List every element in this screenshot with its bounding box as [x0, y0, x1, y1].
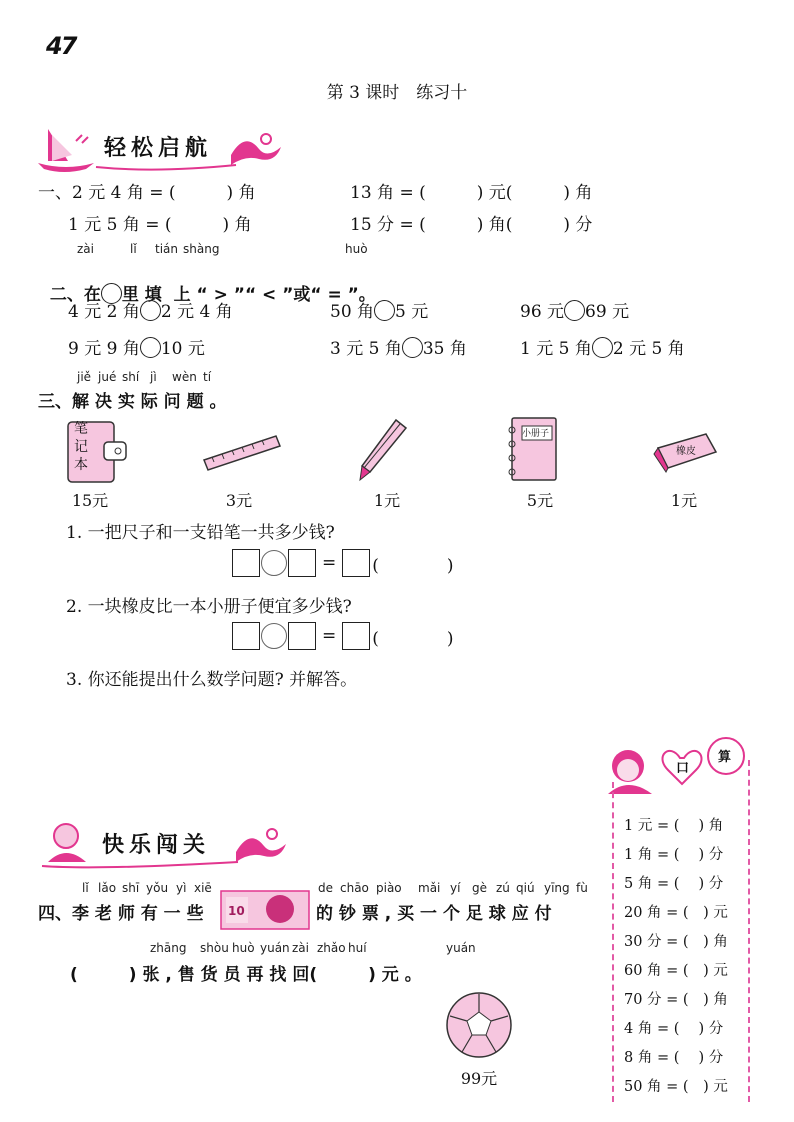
pinyin: zài — [292, 941, 309, 955]
pinyin: tián — [155, 242, 178, 256]
compare-item: 9 元 9 角 10 元 — [68, 339, 205, 359]
soccer-ball-icon — [444, 990, 514, 1060]
compare-item: 1 元 5 角 2 元 5 角 — [520, 339, 685, 359]
pinyin: shòu — [200, 941, 229, 955]
compare-item: 96 元 69 元 — [520, 302, 630, 322]
operator-circle[interactable] — [261, 623, 287, 649]
pinyin: zhāng — [150, 941, 187, 955]
s2-title-tail: 里 填 上 “ > ”“ < ”或“ = ”。 — [121, 285, 376, 305]
mental-math-item: 70 分 = ( ) 角 — [624, 992, 728, 1008]
compare-circle[interactable] — [564, 300, 585, 321]
pinyin: xiē — [194, 881, 212, 895]
bill-value: 10 — [228, 904, 245, 918]
mental-math-item: 20 角 = ( ) 元 — [624, 905, 728, 921]
s4-line2: ( ) 张 , 售 货 员 再 找 回( ) 元 。 — [70, 965, 422, 985]
price-notebook: 15元 — [71, 491, 109, 510]
banknote-icon — [220, 889, 310, 931]
pinyin: gè — [472, 881, 487, 895]
s3-title: 三、解 决 实 际 问 题 。 — [38, 392, 227, 412]
banner-easy-start — [36, 125, 296, 165]
pinyin: qiú — [516, 881, 535, 895]
pinyin: yǒu — [146, 881, 169, 895]
s4-line1-start: 四、李 老 师 有 一 些 — [38, 904, 204, 924]
s1-row1-right: 13 角 = ( ) 元( ) 角 — [350, 183, 593, 203]
equation-1: = ( ) — [232, 549, 460, 577]
answer-box[interactable] — [288, 622, 316, 650]
pinyin: jué — [98, 370, 117, 384]
bubble-label: 算 — [718, 750, 732, 765]
pinyin: zhǎo — [317, 941, 346, 955]
pinyin: yì — [176, 881, 187, 895]
mental-math-item: 4 角 = ( ) 分 — [624, 1021, 724, 1037]
pinyin: shí — [122, 370, 140, 384]
question-3: 3. 你还能提出什么数学问题? 并解答。 — [66, 670, 358, 690]
pinyin: lǐ — [82, 881, 89, 895]
compare-circle[interactable] — [402, 337, 423, 358]
pinyin: yuán — [260, 941, 290, 955]
eraser-label: 橡皮 — [676, 446, 696, 457]
pinyin: shī — [122, 881, 140, 895]
price-pencil: 1元 — [373, 491, 401, 510]
mental-math-item: 5 角 = ( ) 分 — [624, 876, 724, 892]
compare-item: 50 角 5 元 — [330, 302, 429, 322]
pencil-icon — [356, 416, 412, 484]
answer-box[interactable] — [232, 622, 260, 650]
mental-math-item: 50 角 = ( ) 元 — [624, 1079, 728, 1095]
mental-math-panel — [612, 760, 752, 1105]
mental-math-item: 30 分 = ( ) 角 — [624, 934, 728, 950]
pinyin: huò — [232, 941, 255, 955]
lesson-title: 第 3 课时 练习十 — [326, 83, 468, 103]
question-1: 1. 一把尺子和一支铅笔一共多少钱? — [66, 523, 335, 543]
booklet-icon — [502, 414, 562, 486]
pinyin: huò — [345, 242, 368, 256]
compare-circle[interactable] — [374, 300, 395, 321]
pinyin: lǐ — [130, 242, 137, 256]
operator-circle[interactable] — [261, 550, 287, 576]
pinyin: huí — [348, 941, 367, 955]
question-2: 2. 一块橡皮比一本小册子便宜多少钱? — [66, 597, 352, 617]
price-eraser: 1元 — [670, 491, 698, 510]
price-ball: 99元 — [460, 1069, 498, 1088]
s2-title-head: 二、在 — [49, 285, 101, 305]
answer-box[interactable] — [342, 622, 370, 650]
answer-box[interactable] — [342, 549, 370, 577]
compare-item: 4 元 2 角 2 元 4 角 — [68, 302, 233, 322]
pinyin: zú — [496, 881, 510, 895]
s1-row2-right: 15 分 = ( ) 角( ) 分 — [350, 215, 593, 235]
mental-math-item: 1 角 = ( ) 分 — [624, 847, 724, 863]
mental-math-item: 60 角 = ( ) 元 — [624, 963, 728, 979]
heart-label: 口 — [676, 761, 690, 776]
banner-title: 快乐闯关 — [102, 833, 211, 858]
pinyin: yí — [450, 881, 461, 895]
pinyin: mǎi — [418, 881, 441, 895]
answer-box[interactable] — [288, 549, 316, 577]
answer-box[interactable] — [232, 549, 260, 577]
equation-2: = ( ) — [232, 622, 460, 650]
compare-item: 3 元 5 角 35 角 — [330, 339, 467, 359]
price-ruler: 3元 — [225, 491, 253, 510]
pinyin: yuán — [446, 941, 476, 955]
pinyin: jì — [150, 370, 157, 384]
compare-circle[interactable] — [140, 300, 161, 321]
pinyin: lǎo — [98, 881, 117, 895]
s1-row2-left: 1 元 5 角 = ( ) 角 — [68, 215, 252, 235]
banner-title: 轻松启航 — [104, 136, 213, 161]
mental-math-item: 8 角 = ( ) 分 — [624, 1050, 724, 1066]
compare-circle[interactable] — [592, 337, 613, 358]
pinyin: fù — [576, 881, 588, 895]
ruler-icon — [200, 430, 282, 474]
pinyin: zài — [77, 242, 94, 256]
pinyin: jiě — [77, 370, 92, 384]
pinyin: yīng — [544, 881, 570, 895]
notebook-label: 笔记本 — [74, 421, 88, 473]
mental-math-item: 1 元 = ( ) 角 — [624, 818, 724, 834]
page-number: 47 — [46, 32, 76, 60]
pinyin: wèn — [172, 370, 197, 384]
pinyin: chāo — [340, 881, 369, 895]
notebook-icon — [60, 418, 130, 486]
pinyin: shàng — [183, 242, 220, 256]
pinyin: piào — [376, 881, 402, 895]
pinyin: de — [318, 881, 333, 895]
pinyin: tí — [203, 370, 212, 384]
booklet-label: 小册子 — [522, 429, 550, 439]
banner-happy-challenge — [38, 818, 300, 858]
s4-line1-end: 的 钞 票 , 买 一 个 足 球 应 付 — [316, 904, 552, 924]
price-booklet: 5元 — [526, 491, 554, 510]
s1-row1-left: 一、2 元 4 角 = ( ) 角 — [38, 183, 256, 203]
compare-circle[interactable] — [140, 337, 161, 358]
